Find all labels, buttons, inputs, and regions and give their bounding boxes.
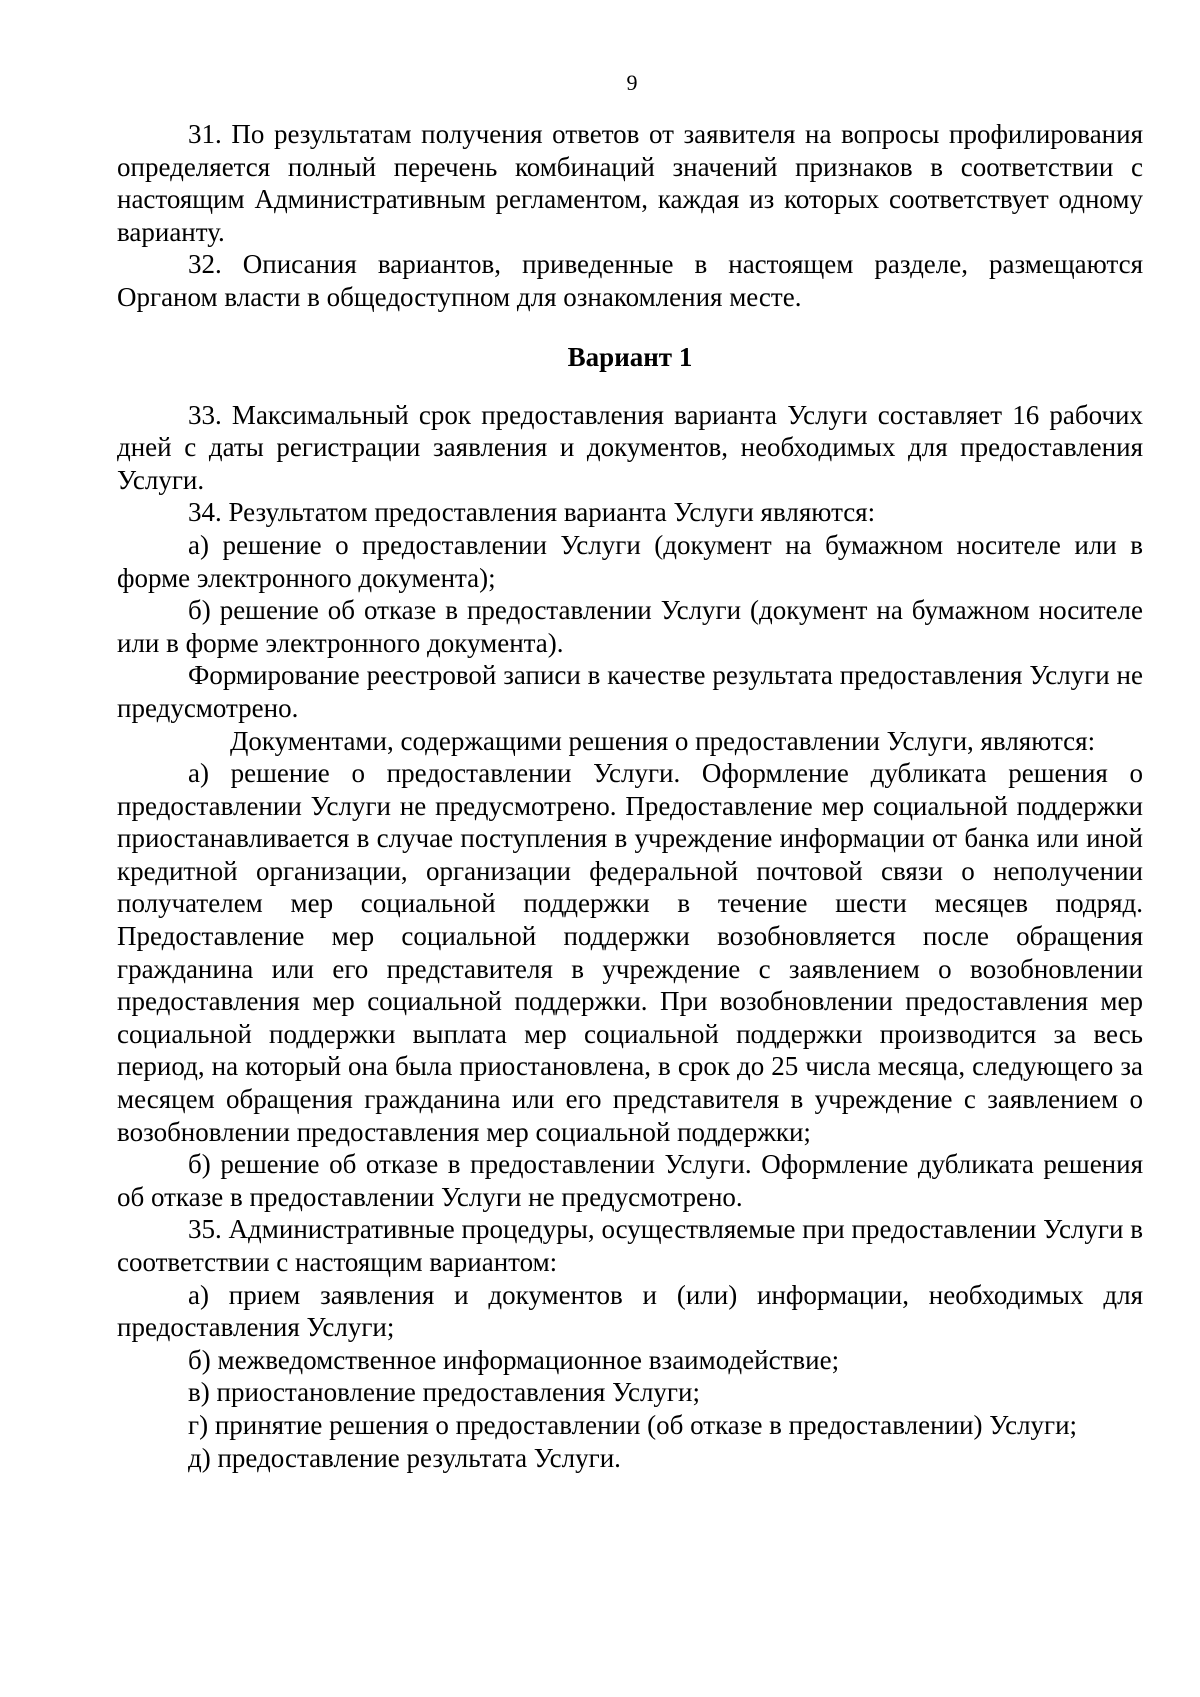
page-number: 9 xyxy=(626,70,638,95)
paragraph-34-b: б) решение об отказе в предоставлении Услуги (документ на бумажном носителе или в форме электронного документа). xyxy=(117,595,1143,658)
paragraph-35-d: д) предоставление результата Услуги. xyxy=(188,1442,621,1473)
paragraph-34: 34. Результатом предоставления варианта Услуги являются: xyxy=(188,497,876,528)
paragraph-35-a: а) прием заявления и документов и (или) информации, необходимых для предоставления Услуги; xyxy=(117,1279,1143,1343)
paragraph-32: 32. Описания вариантов, приведенные в настоящем разделе, размещаются Органом власти в общедоступном для ознакомления месте. xyxy=(117,249,1143,312)
paragraph-documents-b: б) решение об отказе в предоставлении Услуги. Оформление дубликата решения об отказе в предоставлении Услуги не предусмотрено. xyxy=(117,1149,1143,1212)
document-body xyxy=(117,118,1143,1474)
paragraph-33: 33. Максимальный срок предоставления варианта Услуги составляет 16 рабочих дней с даты регистрации заявления и документов, необходимых для предоставления Услуги. xyxy=(117,399,1143,495)
paragraph-documents-a: а) решение о предоставлении Услуги. Оформление дубликата решения о предоставлении Услуги не предусмотрено. Предоставление мер социальной поддержки приостанавливается в случае поступления в учреждение информации от банка или иной кредитной организации, организации федеральной почтовой связи о неполучении получателем мер социальной поддержки в течение шести месяцев подряд. Предоставление мер социальной поддержки возобновляется после обращения гражданина или его представителя в учреждение с заявлением о возобновлении предоставления мер социальной поддержки. При возобновлении предоставления мер социальной поддержки выплата мер социальной поддержки производится за весь период, на который она была приостановлена, в срок до 25 числа месяца, следующего за месяцем обращения гражданина или его представителя в учреждение с заявлением о возобновлении предоставления мер социальной поддержки; xyxy=(117,758,1143,1147)
paragraph-34-a: а) решение о предоставлении Услуги (документ на бумажном носителе или в форме электронного документа); xyxy=(117,529,1143,593)
paragraph-35-g: г) принятие решения о предоставлении (об отказе в предоставлении) Услуги; xyxy=(188,1409,1078,1440)
paragraph-35-v: в) приостановление предоставления Услуги; xyxy=(188,1377,700,1408)
paragraph-31: 31. По результатам получения ответов от заявителя на вопросы профилирования определяется полный перечень комбинаций значений признаков в соответствии с настоящим Административным регламентом, каждая из которых соответствует одному варианту. xyxy=(117,119,1143,247)
paragraph-35: 35. Административные процедуры, осуществляемые при предоставлении Услуги в соответствии с настоящим вариантом: xyxy=(117,1214,1143,1277)
paragraph-35-b: б) межведомственное информационное взаимодействие; xyxy=(188,1344,840,1375)
paragraph-documents-intro: Документами, содержащими решения о предоставлении Услуги, являются: xyxy=(230,725,1096,756)
section-title: Вариант 1 xyxy=(567,341,693,372)
paragraph-registry-note: Формирование реестровой записи в качестве результата предоставления Услуги не предусмотрено. xyxy=(117,660,1143,723)
